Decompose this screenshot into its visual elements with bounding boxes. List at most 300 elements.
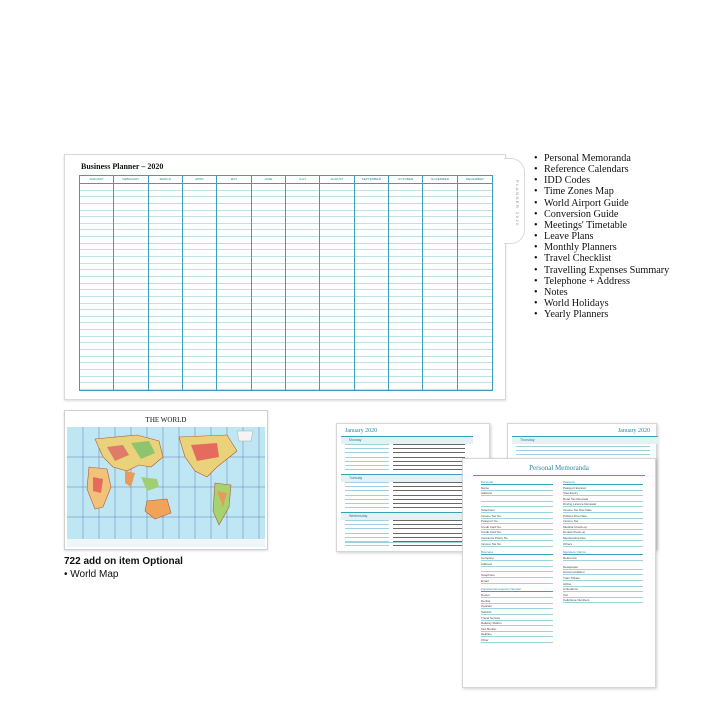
- planner-day-cell: [114, 383, 147, 390]
- planner-day-cell: [80, 310, 113, 317]
- planner-day-cell: [217, 304, 250, 311]
- planner-day-cell: [423, 244, 456, 251]
- planner-day-cell: [114, 337, 147, 344]
- planner-day-cell: [252, 264, 285, 271]
- ruled-line: [393, 490, 465, 491]
- planner-day-cell: [423, 363, 456, 370]
- planner-day-cell: [252, 197, 285, 204]
- memoranda-field-label: Company: [481, 556, 494, 561]
- planner-day-cell: [114, 270, 147, 277]
- planner-day-cell: [80, 191, 113, 198]
- memoranda-field-label: Membership Due: [563, 535, 586, 540]
- planner-month-column: [217, 176, 251, 390]
- planner-day-cell: [183, 244, 216, 251]
- planner-day-cell: [183, 264, 216, 271]
- ruled-line: [393, 499, 465, 500]
- memoranda-field-label: Policies Due Date: [563, 513, 587, 518]
- planner-month-column: [286, 176, 320, 390]
- planner-day-cell: [458, 343, 492, 350]
- ruled-line: [345, 520, 389, 521]
- planner-day-cell: [217, 383, 250, 390]
- planner-day-cell: [458, 230, 492, 237]
- memoranda-field-label: Others: [563, 541, 573, 546]
- planner-day-cell: [355, 230, 388, 237]
- ruled-line: [393, 507, 465, 508]
- planner-day-cell: [149, 323, 182, 330]
- planner-day-cell: [80, 370, 113, 377]
- ruled-line: [563, 554, 643, 555]
- planner-day-cell: [458, 191, 492, 198]
- planner-day-cell: [423, 290, 456, 297]
- planner-day-cell: [286, 284, 319, 291]
- planner-day-cell: [286, 310, 319, 317]
- planner-day-cell: [183, 323, 216, 330]
- planner-month-header: SEPTEMBER: [355, 176, 388, 184]
- planner-day-cell: [114, 350, 147, 357]
- planner-day-cell: [114, 317, 147, 324]
- planner-day-cell: [252, 363, 285, 370]
- ruled-line: [481, 642, 553, 643]
- planner-day-cell: [355, 317, 388, 324]
- planner-day-cell: [389, 217, 422, 224]
- planner-day-cell: [217, 230, 250, 237]
- planner-day-cell: [423, 343, 456, 350]
- planner-day-cell: [217, 270, 250, 277]
- ruled-line: [345, 444, 389, 445]
- planner-month-column: [114, 176, 148, 390]
- ruled-line: [563, 546, 643, 547]
- ruled-line: [563, 560, 643, 561]
- planner-day-cell: [389, 224, 422, 231]
- planner-day-cell: [149, 217, 182, 224]
- planner-day-cell: [252, 297, 285, 304]
- planner-day-cell: [389, 277, 422, 284]
- planner-day-cell: [458, 184, 492, 191]
- planner-day-cell: [149, 357, 182, 364]
- planner-day-cell: [286, 350, 319, 357]
- planner-day-cell: [286, 257, 319, 264]
- planner-day-cell: [252, 277, 285, 284]
- planner-day-cell: [80, 323, 113, 330]
- planner-day-cell: [286, 330, 319, 337]
- planner-day-cell: [217, 343, 250, 350]
- ruled-line: [345, 461, 389, 462]
- planner-day-cell: [355, 270, 388, 277]
- planner-day-cell: [458, 270, 492, 277]
- planner-day-cell: [286, 343, 319, 350]
- memoranda-field-label: Dentist: [481, 598, 491, 603]
- planner-day-cell: [217, 224, 250, 231]
- planner-day-cell: [217, 217, 250, 224]
- planner-day-cell: [80, 184, 113, 191]
- planner-day-cell: [252, 290, 285, 297]
- ruled-line: [563, 540, 643, 541]
- planner-day-cell: [320, 191, 353, 198]
- planner-day-cell: [423, 224, 456, 231]
- planner-day-cell: [217, 323, 250, 330]
- ruled-line: [345, 537, 389, 538]
- ruled-line: [345, 503, 389, 504]
- planner-day-cell: [183, 357, 216, 364]
- planner-day-cell: [149, 230, 182, 237]
- planner-day-cell: [320, 237, 353, 244]
- planner-day-cell: [355, 304, 388, 311]
- memoranda-section-title: Important Emergency Number: [481, 587, 522, 592]
- planner-day-cell: [149, 304, 182, 311]
- ruled-line: [393, 457, 465, 458]
- feature-item: • Reference Calendars: [533, 164, 669, 175]
- planner-day-cell: [252, 377, 285, 384]
- planner-month-header: JANUARY: [80, 176, 113, 184]
- planner-day-cell: [217, 370, 250, 377]
- planner-day-cell: [320, 363, 353, 370]
- planner-day-cell: [80, 337, 113, 344]
- planner-day-cell: [389, 297, 422, 304]
- planner-day-cell: [355, 357, 388, 364]
- memoranda-section-title: Passport: [563, 479, 575, 484]
- feature-item: • Yearly Planners: [533, 309, 669, 320]
- planner-day-cell: [286, 237, 319, 244]
- planner-day-cell: [389, 284, 422, 291]
- ruled-line: [345, 448, 389, 449]
- planner-day-cell: [149, 383, 182, 390]
- planner-day-cell: [114, 264, 147, 271]
- addon-item: • World Map: [64, 569, 119, 580]
- ruled-line: [345, 452, 389, 453]
- planner-day-cell: [252, 270, 285, 277]
- planner-day-cell: [389, 377, 422, 384]
- feature-item: • Leave Plans: [533, 231, 669, 242]
- planner-day-cell: [423, 297, 456, 304]
- planner-month-header: MAY: [217, 176, 250, 184]
- planner-day-cell: [423, 277, 456, 284]
- planner-day-cell: [286, 270, 319, 277]
- planner-day-cell: [389, 237, 422, 244]
- planner-day-cell: [423, 357, 456, 364]
- diary-day-tuesday: Tuesday: [341, 474, 473, 482]
- ruled-line: [481, 484, 553, 485]
- planner-day-cell: [183, 224, 216, 231]
- planner-day-cell: [114, 377, 147, 384]
- planner-day-cell: [458, 350, 492, 357]
- planner-day-cell: [114, 211, 147, 218]
- planner-day-cell: [389, 257, 422, 264]
- planner-day-cell: [286, 323, 319, 330]
- planner-day-cell: [149, 317, 182, 324]
- planner-day-cell: [217, 337, 250, 344]
- planner-day-cell: [80, 217, 113, 224]
- planner-day-cell: [286, 191, 319, 198]
- memoranda-field-label: Taxi Bookin: [481, 626, 497, 631]
- planner-day-cell: [320, 217, 353, 224]
- planner-day-cell: [252, 343, 285, 350]
- planner-day-cell: [183, 310, 216, 317]
- planner-day-cell: [355, 250, 388, 257]
- planner-day-cell: [80, 211, 113, 218]
- planner-day-cell: [80, 284, 113, 291]
- planner-day-cell: [389, 250, 422, 257]
- planner-day-cell: [149, 277, 182, 284]
- planner-day-cell: [217, 237, 250, 244]
- feature-item: • World Holidays: [533, 298, 669, 309]
- ruled-line: [393, 495, 465, 496]
- planner-day-cell: [320, 197, 353, 204]
- planner-day-cell: [80, 230, 113, 237]
- planner-day-cell: [183, 217, 216, 224]
- planner-month-column: [389, 176, 423, 390]
- planner-day-cell: [355, 297, 388, 304]
- planner-day-cell: [355, 257, 388, 264]
- planner-day-cell: [80, 244, 113, 251]
- planner-day-cell: [320, 250, 353, 257]
- feature-item: • Time Zones Map: [533, 186, 669, 197]
- planner-day-cell: [423, 184, 456, 191]
- planner-day-cell: [183, 383, 216, 390]
- memoranda-field-label: Credit Card No.: [481, 524, 502, 529]
- planner-day-cell: [320, 357, 353, 364]
- planner-day-cell: [114, 277, 147, 284]
- planner-day-cell: [320, 350, 353, 357]
- planner-day-cell: [458, 290, 492, 297]
- planner-day-cell: [114, 217, 147, 224]
- planner-day-cell: [183, 191, 216, 198]
- planner-day-cell: [183, 363, 216, 370]
- planner-day-cell: [355, 343, 388, 350]
- planner-day-cell: [355, 277, 388, 284]
- planner-day-cell: [183, 257, 216, 264]
- planner-day-cell: [114, 244, 147, 251]
- diary-day-monday: Monday: [341, 436, 473, 444]
- planner-day-cell: [355, 211, 388, 218]
- planner-day-cell: [389, 330, 422, 337]
- planner-day-cell: [80, 270, 113, 277]
- planner-day-cell: [252, 350, 285, 357]
- ruled-line: [345, 545, 389, 546]
- ruled-line: [516, 450, 650, 451]
- planner-day-cell: [458, 304, 492, 311]
- memoranda-field-label: Cellphone Numbers: [563, 598, 590, 603]
- ruled-line: [393, 537, 465, 538]
- planner-day-cell: [286, 317, 319, 324]
- planner-day-cell: [286, 297, 319, 304]
- planner-day-cell: [183, 211, 216, 218]
- planner-day-cell: [114, 184, 147, 191]
- memoranda-field-label: Email: [481, 578, 489, 583]
- planner-day-cell: [320, 323, 353, 330]
- planner-day-cell: [114, 304, 147, 311]
- planner-day-cell: [80, 204, 113, 211]
- planner-day-cell: [423, 250, 456, 257]
- planner-day-cell: [458, 323, 492, 330]
- planner-day-cell: [149, 343, 182, 350]
- memoranda-field-label: Driving Licence Renewal: [563, 502, 597, 507]
- planner-day-cell: [458, 310, 492, 317]
- addon-title: 722 add on item Optional: [64, 556, 183, 567]
- ruled-line: [345, 524, 389, 525]
- planner-day-cell: [286, 304, 319, 311]
- planner-day-cell: [80, 377, 113, 384]
- planner-day-cell: [114, 343, 147, 350]
- planner-day-cell: [114, 323, 147, 330]
- planner-day-cell: [149, 211, 182, 218]
- planner-day-cell: [80, 304, 113, 311]
- ruled-line: [393, 528, 465, 529]
- feature-item: • Telephone + Address: [533, 276, 669, 287]
- memoranda-section-title: Personal: [481, 479, 493, 484]
- planner-day-cell: [389, 290, 422, 297]
- planner-day-cell: [355, 264, 388, 271]
- memoranda-field-label: Address: [481, 561, 493, 566]
- planner-day-cell: [217, 197, 250, 204]
- planner-day-cell: [286, 383, 319, 390]
- memoranda-field-label: Car: [563, 592, 568, 597]
- planner-day-cell: [423, 310, 456, 317]
- planner-day-cell: [149, 237, 182, 244]
- memoranda-field-label: Helpline: [481, 632, 492, 637]
- planner-day-cell: [286, 290, 319, 297]
- planner-day-cell: [80, 237, 113, 244]
- planner-day-cell: [217, 350, 250, 357]
- planner-day-cell: [252, 250, 285, 257]
- planner-day-cell: [252, 257, 285, 264]
- memoranda-field-label: Newspaper: [563, 564, 579, 569]
- planner-day-cell: [183, 277, 216, 284]
- memoranda-field-label: Income Tax: [563, 519, 579, 524]
- planner-day-cell: [286, 377, 319, 384]
- feature-item: • Monthly Planners: [533, 242, 669, 253]
- planner-day-cell: [252, 337, 285, 344]
- planner-day-cell: [149, 370, 182, 377]
- ruled-line: [481, 597, 553, 598]
- planner-day-cell: [355, 224, 388, 231]
- planner-day-cell: [320, 264, 353, 271]
- planner-day-cell: [252, 184, 285, 191]
- planner-day-cell: [183, 270, 216, 277]
- planner-day-cell: [355, 323, 388, 330]
- planner-day-cell: [252, 244, 285, 251]
- memoranda-field-label: Passport No.: [481, 519, 499, 524]
- planner-day-cell: [355, 337, 388, 344]
- planner-day-cell: [458, 237, 492, 244]
- planner-day-cell: [149, 224, 182, 231]
- planner-month-column: [252, 176, 286, 390]
- memoranda-section-title: Business: [481, 550, 494, 555]
- feature-item: • Meetings' Timetable: [533, 220, 669, 231]
- planner-day-cell: [183, 230, 216, 237]
- planner-day-cell: [114, 191, 147, 198]
- planner-day-cell: [149, 257, 182, 264]
- ruled-line: [345, 490, 389, 491]
- planner-day-cell: [458, 357, 492, 364]
- planner-day-cell: [286, 230, 319, 237]
- diary-mini-calendar-rule: [345, 542, 465, 543]
- planner-day-cell: [149, 337, 182, 344]
- planner-day-cell: [458, 211, 492, 218]
- memoranda-field-label: Visa Expiry: [563, 491, 578, 496]
- planner-day-cell: [252, 330, 285, 337]
- planner-day-cell: [252, 317, 285, 324]
- planner-day-cell: [80, 343, 113, 350]
- memoranda-field-label: Income Tax No.: [481, 541, 502, 546]
- planner-day-cell: [320, 277, 353, 284]
- planner-day-cell: [389, 317, 422, 324]
- planner-day-cell: [355, 350, 388, 357]
- planner-day-cell: [252, 383, 285, 390]
- planner-day-cell: [320, 330, 353, 337]
- planner-day-cell: [252, 217, 285, 224]
- planner-day-cell: [217, 330, 250, 337]
- memoranda-field-label: Travel Service: [481, 615, 501, 620]
- planner-day-cell: [355, 204, 388, 211]
- planner-month-column: [458, 176, 492, 390]
- planner-day-cell: [114, 290, 147, 297]
- planner-day-cell: [458, 204, 492, 211]
- memoranda-field-label: Solicitor: [481, 609, 492, 614]
- ruled-line: [345, 486, 389, 487]
- planner-day-cell: [355, 377, 388, 384]
- planner-day-cell: [355, 383, 388, 390]
- ruled-line: [393, 448, 465, 449]
- memoranda-field-label: Airline: [563, 581, 572, 586]
- ruled-line: [481, 495, 553, 496]
- planner-day-cell: [183, 184, 216, 191]
- planner-day-cell: [183, 343, 216, 350]
- memoranda-field-label: Telephone: [481, 572, 495, 577]
- planner-month-column: [355, 176, 389, 390]
- planner-day-cell: [183, 304, 216, 311]
- ruled-line: [481, 636, 553, 637]
- planner-month-header: MARCH: [149, 176, 182, 184]
- planner-day-cell: [389, 304, 422, 311]
- planner-day-cell: [286, 197, 319, 204]
- planner-day-cell: [286, 250, 319, 257]
- planner-day-cell: [389, 184, 422, 191]
- planner-day-cell: [355, 237, 388, 244]
- ruled-line: [481, 577, 553, 578]
- planner-day-cell: [320, 377, 353, 384]
- planner-day-cell: [114, 363, 147, 370]
- planner-day-cell: [217, 297, 250, 304]
- planner-day-cell: [149, 377, 182, 384]
- planner-day-cell: [80, 330, 113, 337]
- planner-day-cell: [114, 257, 147, 264]
- planner-month-column: [149, 176, 183, 390]
- planner-day-cell: [286, 204, 319, 211]
- planner-day-cell: [458, 377, 492, 384]
- planner-day-cell: [183, 350, 216, 357]
- memoranda-section-title: Signature Claims: [563, 550, 586, 555]
- memoranda-field-label: Name: [481, 485, 490, 490]
- planner-day-cell: [355, 330, 388, 337]
- memoranda-field-label: Road Tax Renewal: [563, 496, 589, 501]
- planner-day-cell: [183, 290, 216, 297]
- planner-day-cell: [423, 197, 456, 204]
- planner-day-cell: [217, 363, 250, 370]
- planner-month-header: FEBRUARY: [114, 176, 147, 184]
- planner-month-column: [183, 176, 217, 390]
- diary-day-wednesday: Wednesday: [341, 512, 473, 520]
- memoranda-field-label: Dental Check-up: [563, 530, 586, 535]
- planner-day-cell: [149, 363, 182, 370]
- memoranda-heading: Personal Memoranda: [529, 464, 589, 472]
- planner-day-cell: [217, 191, 250, 198]
- planner-day-cell: [286, 264, 319, 271]
- ruled-line: [345, 499, 389, 500]
- memoranda-field-label: Passport Expired: [563, 485, 586, 490]
- planner-day-cell: [80, 257, 113, 264]
- planner-day-cell: [423, 317, 456, 324]
- planner-day-cell: [423, 191, 456, 198]
